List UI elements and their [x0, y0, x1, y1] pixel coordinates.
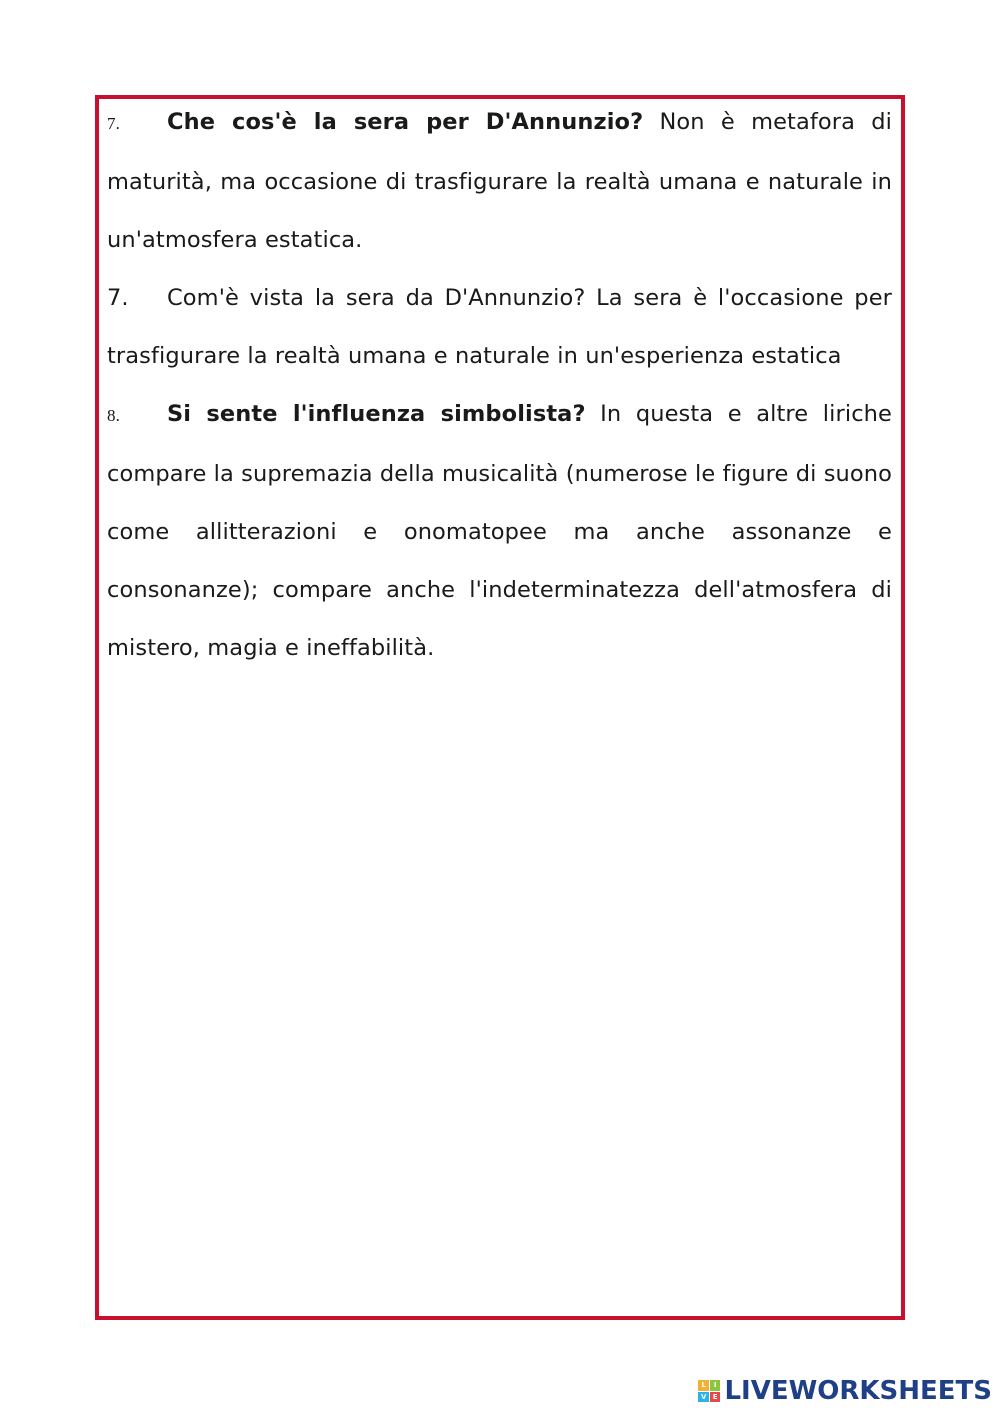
- item-number: 8.: [107, 406, 120, 425]
- answer-text: Non è metafora di maturità, ma occasione di trasfigurare la realtà umana e naturale in un'atmosfera estatica.: [107, 109, 892, 253]
- paragraph-7-question: [107, 93, 892, 269]
- answer-text: Com'è vista la sera da D'Annunzio? La sera è l'occasione per trasfigurare la realtà umana e naturale in un'esperienza estatica: [107, 285, 892, 369]
- item-number: 7.: [107, 114, 120, 133]
- icon-tile-i: I: [710, 1380, 721, 1391]
- item-number: 7.: [107, 285, 129, 311]
- icon-tile-l: L: [698, 1380, 709, 1391]
- paragraph-8-question: [107, 385, 892, 677]
- answer-text: In questa e altre liriche compare la supremazia della musicalità (numerose le figure di suono come allitterazioni e onomatopee ma anche assonanze e consonanze); compare anche l'indeterminatezza dell'atmosfera di mistero, magia e ineffabilità.: [107, 401, 892, 661]
- liveworksheets-logo: [698, 1373, 992, 1409]
- question-text: Si sente l'influenza simbolista?: [167, 401, 586, 427]
- paragraph-7-alt: [107, 269, 892, 385]
- icon-tile-v: V: [698, 1392, 709, 1403]
- brand-name: LIVEWORKSHEETS: [724, 1376, 992, 1406]
- worksheet-content: [107, 93, 892, 677]
- liveworksheets-icon: [698, 1380, 720, 1402]
- question-text: Che cos'è la sera per D'Annunzio?: [167, 109, 644, 135]
- icon-tile-e: E: [710, 1392, 721, 1403]
